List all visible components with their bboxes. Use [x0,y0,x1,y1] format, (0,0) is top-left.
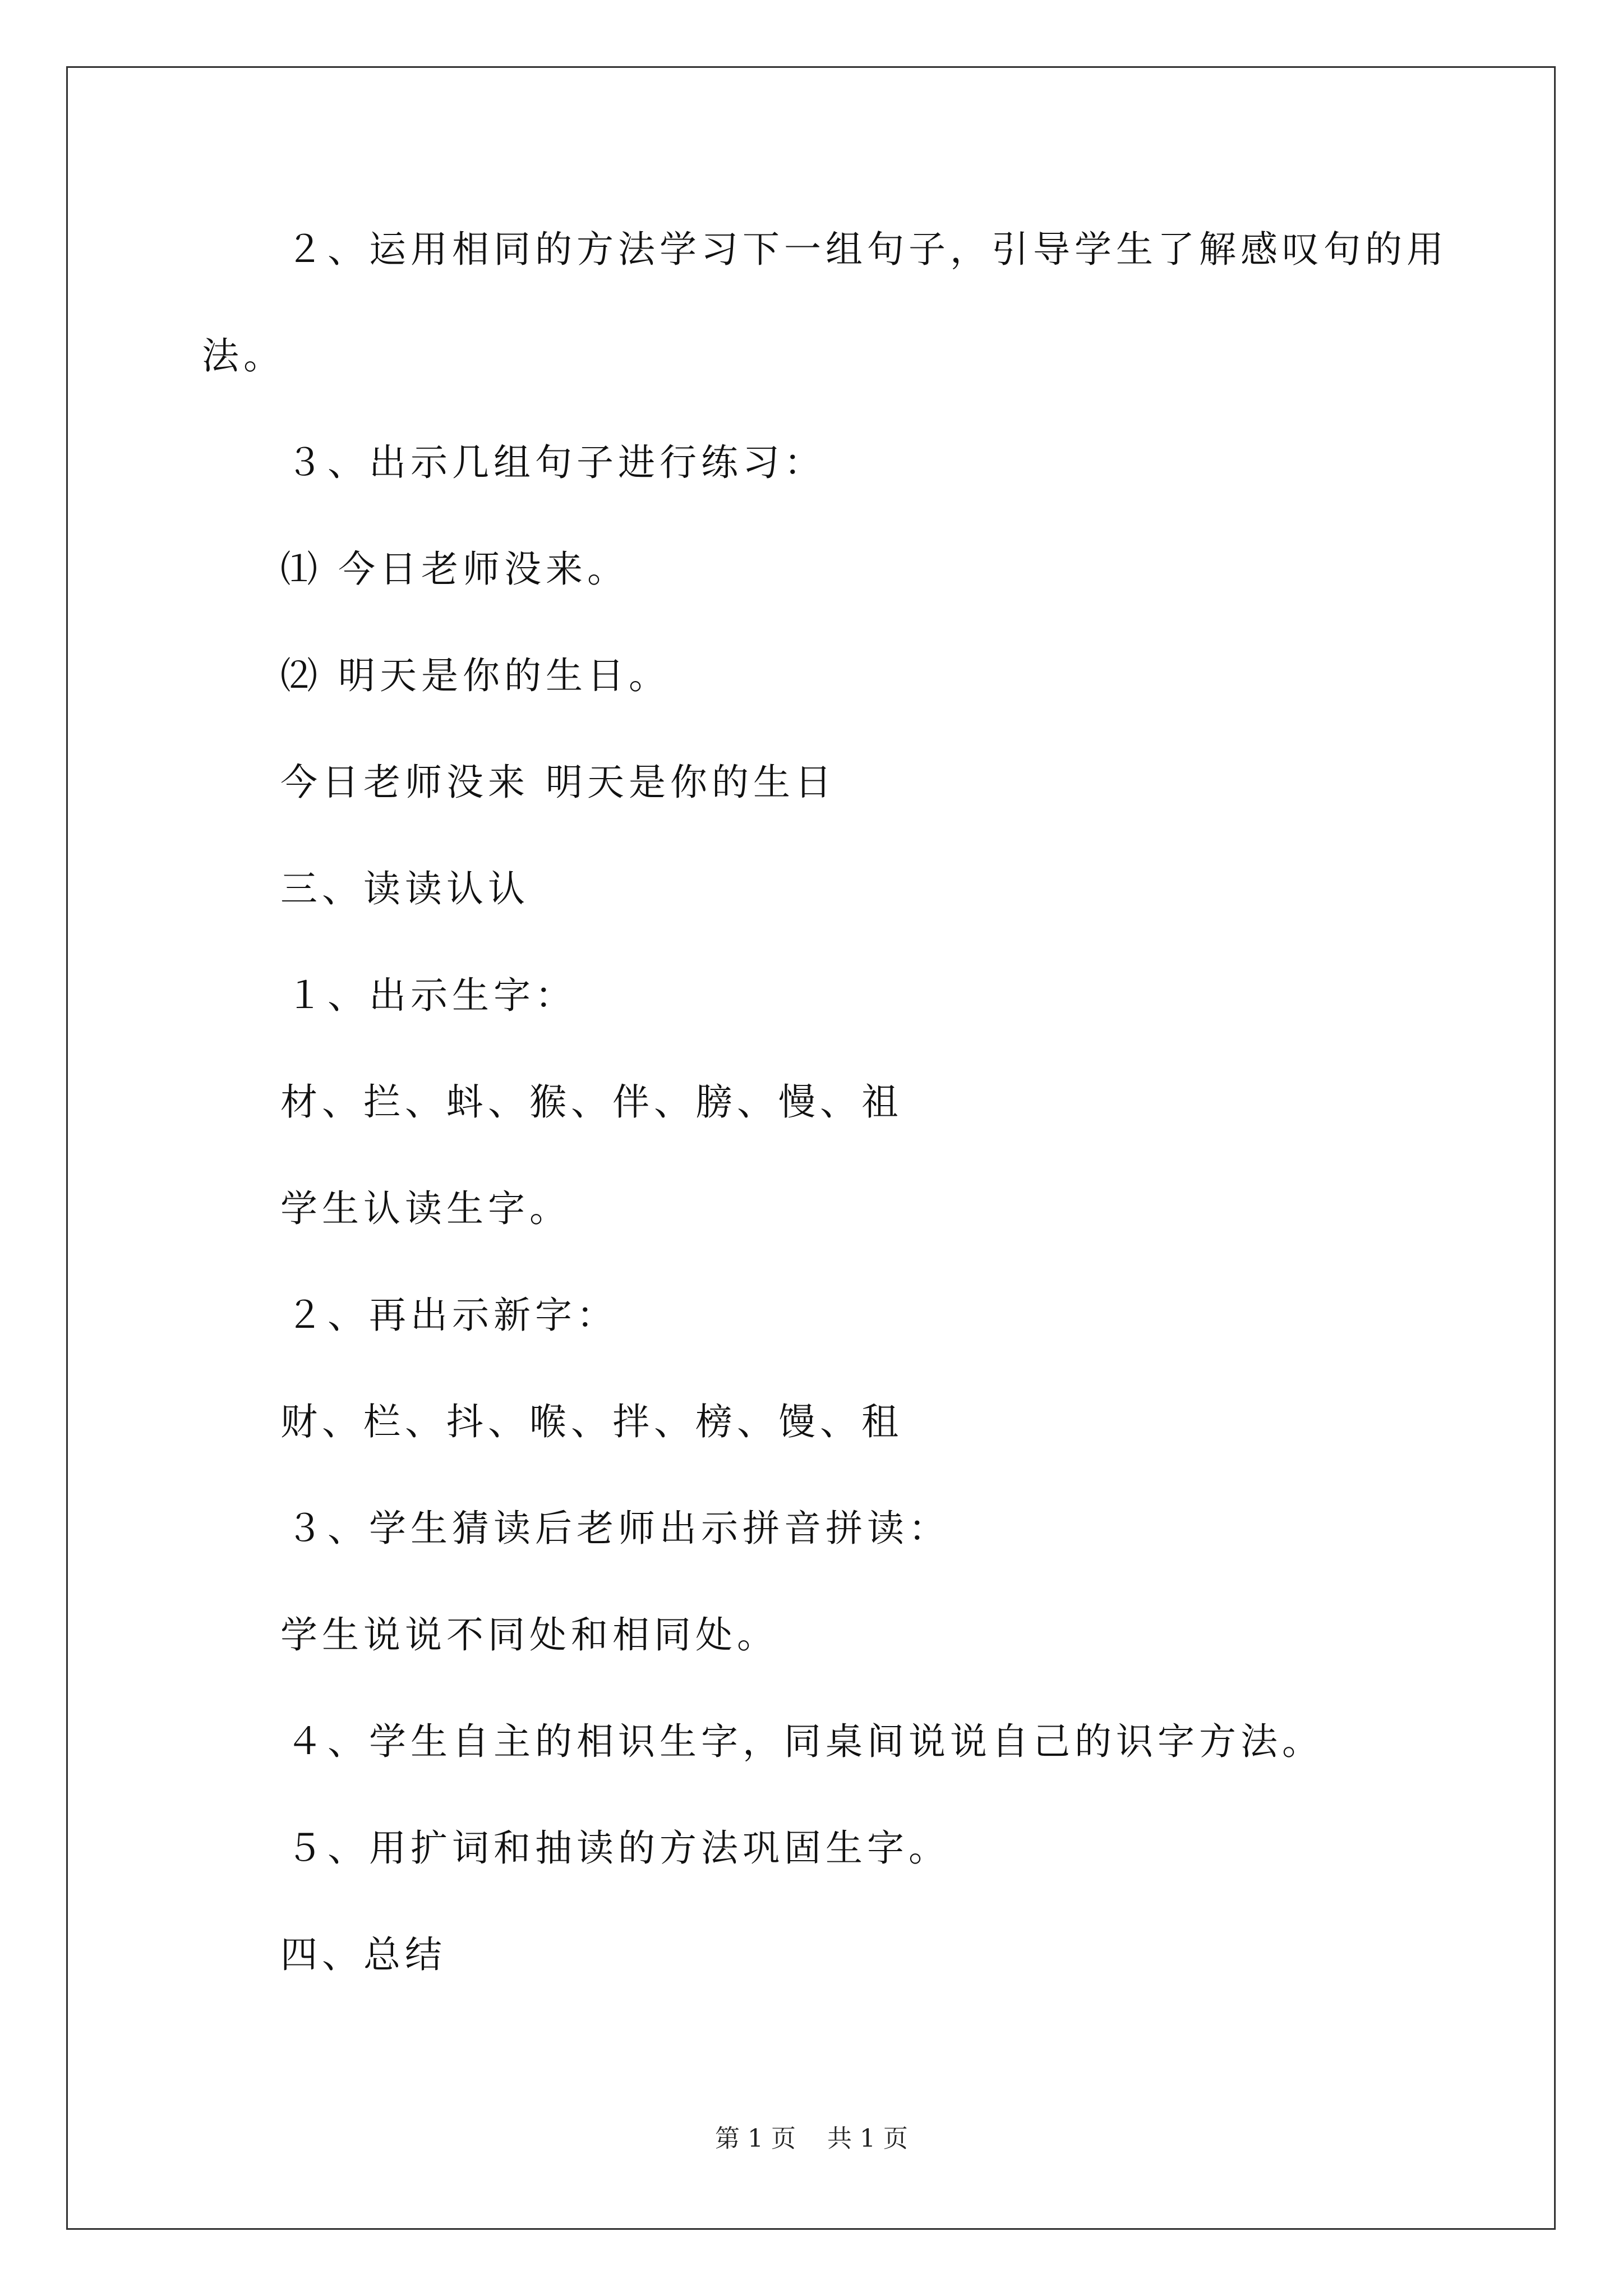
paragraph-line: 法。 [202,334,285,378]
paragraph-line: ４、学生自主的相识生字，同桌间说说自己的识字方法。 [286,1720,1324,1763]
paragraph-line: 材、拦、蚪、猴、伴、膀、慢、祖 [280,1080,903,1124]
paragraph-line: 学生说说不同处和相同处。 [280,1613,778,1657]
paragraph-line: ２、再出示新字： [286,1294,618,1337]
paragraph-line: ３、学生猜读后老师出示拼音拼读： [286,1507,950,1550]
page-border [66,66,1556,2230]
paragraph-line: ⑴ 今日老师没来。 [280,547,629,591]
paragraph-line: １、出示生字： [286,974,577,1017]
paragraph-line: ３、出示几组句子进行练习： [286,441,826,484]
page-footer: 第 1 页 共 1 页 [715,2124,908,2153]
paragraph-line: 学生认读生字。 [280,1187,571,1230]
paragraph-line: ⑵ 明天是你的生日。 [280,654,670,697]
section-heading: 四、总结 [280,1933,446,1976]
section-heading: 三、读读认认 [280,867,529,910]
paragraph-line: ５、用扩词和抽读的方法巩固生字。 [286,1826,950,1870]
paragraph-line: 今日老师没来 明天是你的生日 [280,761,836,804]
paragraph-line: ２、运用相同的方法学习下一组句子，引导学生了解感叹句的用 [286,228,1448,271]
paragraph-line: 财、栏、抖、喉、拌、榜、馒、租 [280,1400,903,1443]
